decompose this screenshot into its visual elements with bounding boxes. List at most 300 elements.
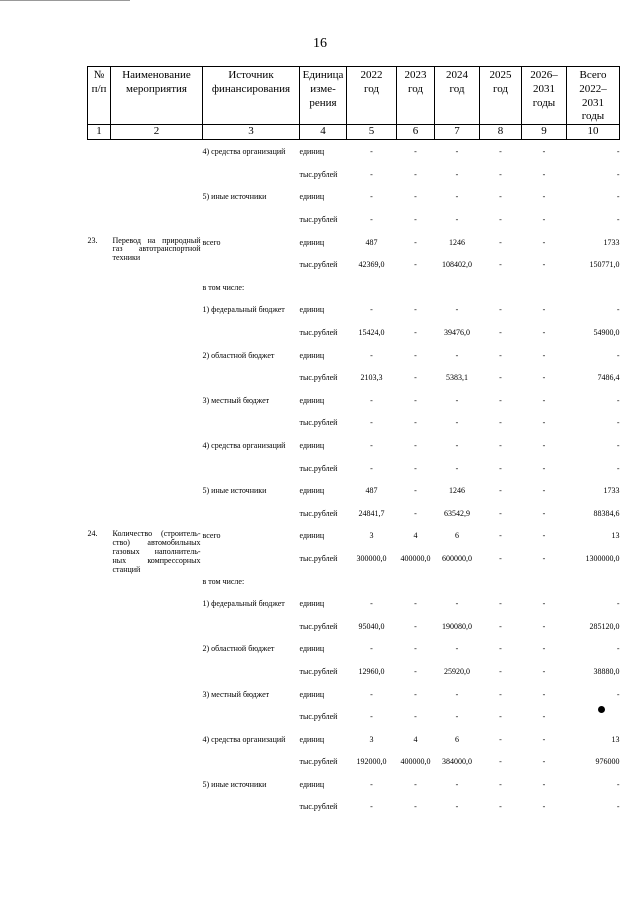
value-2024: - [455,350,459,360]
table-row [88,593,620,616]
table-row [88,706,620,729]
row-number [88,751,111,774]
value-total [567,277,620,300]
row-number [88,277,111,300]
value-2024: - [455,802,459,812]
measure-name [111,683,203,706]
unit-cell: единиц [299,689,325,699]
row-number [88,706,111,729]
table-row [88,186,620,209]
value-total: 1300000,0 [585,553,620,563]
value-2025: - [499,757,502,767]
value-total: - [616,169,620,179]
value-2022: - [370,599,373,609]
value-2022: - [370,779,373,789]
measure-name [111,593,203,616]
value-2025 [480,570,522,593]
funding-source [203,548,300,571]
column-number: 6 [397,125,435,140]
value-2023: - [414,260,417,270]
row-number [88,774,111,797]
funding-source [203,751,300,774]
value-2025: - [499,328,502,337]
value-2026-2031: - [542,260,546,270]
unit-cell: единиц [299,644,325,654]
table-row [88,751,620,774]
row-number [88,525,111,548]
funding-source [203,322,300,345]
value-2024: - [455,463,459,473]
row-number [88,367,111,390]
top-scan-line [0,0,130,1]
value-2024: - [455,599,459,609]
value-2023: - [414,192,417,202]
value-2024: 5383,1 [446,373,468,383]
table-row [88,232,620,255]
measure-name [111,435,203,458]
table-row [88,570,620,593]
value-total: - [616,779,620,789]
value-total: 1733 [603,237,620,247]
unit-cell: единиц [299,599,325,609]
table-row [88,503,620,526]
table-row [88,139,620,164]
value-2026-2031: - [542,531,546,541]
funding-source: 4) средства организаций [202,734,286,744]
value-2024: 190080,0 [442,621,472,631]
value-2022: 15424,0 [358,328,385,337]
unit-cell: тыс.рублей [299,418,338,428]
value-2022: - [370,350,373,360]
value-total: 7486,4 [597,373,620,383]
table-row [88,390,620,413]
value-2023: - [414,305,417,315]
value-2024: 63542,9 [444,508,470,518]
row-number [88,435,111,458]
value-2026-2031: - [542,237,546,247]
row-number [88,638,111,661]
value-2024: - [455,305,459,315]
measure-name-text: Перевод на природный газ автотранспортной техники [112,235,201,263]
value-2025: - [499,169,502,179]
row-number [88,232,111,255]
measure-name [111,164,203,187]
unit-cell: единиц [299,531,325,541]
value-2024: - [455,689,459,699]
value-2026-2031: - [542,757,546,767]
unit-cell: тыс.рублей [299,712,338,722]
value-2025: - [499,644,502,654]
value-total: - [616,215,620,225]
unit-cell: единиц [299,395,325,405]
row-number [88,593,111,616]
unit-cell: тыс.рублей [299,260,338,270]
funding-source [203,209,300,232]
funding-source: в том числе: [202,576,245,586]
row-number [88,139,111,164]
value-2023: - [414,350,417,360]
value-2023: - [414,599,417,609]
value-2025: - [499,305,502,315]
header-source-text: Источник финансирования [211,69,291,95]
value-total: 13 [611,531,620,541]
value-2026-2031: - [542,350,546,360]
value-2022 [347,277,397,300]
row-number-text: 23. [87,235,98,245]
value-2026-2031: - [542,463,546,473]
value-total: - [616,802,620,812]
value-2025: - [499,373,502,383]
funding-source: 5) иные источники [202,779,267,789]
table-header-row [88,67,620,125]
value-2025: - [499,146,502,156]
row-number [88,186,111,209]
header-2026-2031-text: 2026– 2031 годы [530,69,558,109]
value-2022: - [370,644,373,654]
row-number [88,164,111,187]
header-measure [111,67,203,125]
table-row [88,345,620,368]
column-number: 4 [300,125,347,140]
value-2025: - [499,508,502,518]
value-2023: - [414,621,417,631]
funding-source [203,616,300,639]
funding-source [203,254,300,277]
value-2023 [397,570,435,593]
value-2025: - [499,599,502,609]
unit-cell: тыс.рублей [299,215,338,225]
funding-source: 3) местный бюджет [202,395,270,405]
value-total: 150771,0 [589,260,620,270]
unit-cell: тыс.рублей [299,373,338,383]
value-2023: - [414,169,417,179]
unit-cell: тыс.рублей [299,508,338,518]
table-row [88,638,620,661]
unit-cell: тыс.рублей [299,802,338,812]
value-2023: - [414,666,417,676]
unit-cell: единиц [299,440,325,450]
unit-cell: единиц [299,305,325,315]
header-measure-text: Наименование мероприятия [122,69,191,95]
value-2022: - [370,146,373,156]
table-row [88,548,620,571]
value-2025: - [499,192,502,202]
unit-cell: тыс.рублей [299,621,338,631]
value-2023: - [414,486,417,496]
table-row [88,796,620,819]
table-row [88,254,620,277]
measure-name-text: Количество (строитель-ство) автомобильных газовых наполнитель-ных компрессорных станций [112,529,201,575]
value-2026-2031: - [542,689,546,699]
value-2022: - [370,305,373,315]
value-2026-2031: - [542,599,546,609]
row-number [88,209,111,232]
measure-name [111,503,203,526]
value-2022: - [370,395,373,405]
funding-source [203,796,300,819]
measure-name [111,729,203,752]
value-2022 [347,570,397,593]
value-2025: - [499,350,502,360]
funding-source [203,661,300,684]
funding-source: 2) областной бюджет [202,644,275,654]
column-number: 8 [480,125,522,140]
value-2026-2031 [522,570,567,593]
row-number [88,457,111,480]
value-2025: - [499,463,502,473]
funding-source [203,457,300,480]
row-number [88,503,111,526]
value-2022: 3 [369,531,374,541]
value-2026-2031: - [542,644,546,654]
value-2023: - [414,373,417,383]
value-2023 [397,277,435,300]
value-2023: - [414,689,417,699]
table-row [88,616,620,639]
value-2023: - [414,463,417,473]
value-2025: - [499,260,502,270]
measure-name [111,751,203,774]
value-2022: 95040,0 [358,621,385,631]
value-total: - [616,644,620,654]
measure-name [111,638,203,661]
funding-source [203,503,300,526]
value-2022: 42369,0 [358,260,385,270]
table-row [88,457,620,480]
header-source [203,67,300,125]
funding-source: 5) иные источники [202,486,267,496]
value-total: 1733 [603,486,620,496]
value-2026-2031: - [542,305,546,315]
value-2026-2031: - [542,508,546,518]
funding-source [203,706,300,729]
row-number [88,570,111,593]
value-2026-2031: - [542,373,546,383]
measure-name [111,209,203,232]
table-row [88,480,620,503]
value-total [567,570,620,593]
table-row [88,299,620,322]
funding-source: 1) федеральный бюджет [202,305,285,315]
row-number [88,480,111,503]
header-total-text: Всего 2022– 2031 годы [579,69,607,123]
value-2024: - [455,418,459,428]
value-2025: - [499,712,502,722]
value-2026-2031: - [542,666,546,676]
funding-source: всего [202,531,221,541]
measure-name [111,480,203,503]
value-total: 88384,6 [593,508,620,518]
table-body [88,139,620,819]
value-2022: 12960,0 [358,666,385,676]
table-row [88,683,620,706]
value-2025: - [499,689,502,699]
header-unit-text: Единица изме- рения [302,69,344,109]
value-total: - [616,192,620,202]
header-total [567,67,620,125]
value-2026-2031: - [542,712,546,722]
row-number [88,729,111,752]
value-2022: - [370,169,373,179]
value-2026-2031: - [542,146,546,156]
value-2025: - [499,553,502,563]
table-row [88,661,620,684]
value-2026-2031: - [542,779,546,789]
value-2022: 192000,0 [356,757,387,767]
row-number [88,299,111,322]
row-number [88,254,111,277]
value-2022: 487 [365,237,378,247]
funding-source: 4) средства организаций [202,146,286,156]
table-row [88,209,620,232]
value-2022: 487 [365,486,378,496]
value-2024: 384000,0 [442,757,472,767]
value-2023: - [414,779,417,789]
measure-name [111,139,203,164]
program-measures-table [87,66,620,819]
value-2026-2031: - [542,215,546,225]
header-2024 [435,67,480,125]
value-total: 38880,0 [593,666,620,676]
value-2023: - [414,215,417,225]
funding-source: всего [202,237,221,247]
value-2023: - [414,508,417,518]
funding-source [203,412,300,435]
column-number: 3 [203,125,300,140]
value-2024 [435,277,480,300]
value-2026-2031: - [542,395,546,405]
row-number [88,390,111,413]
column-number: 5 [347,125,397,140]
value-2025: - [499,802,502,812]
value-total: - [616,463,620,473]
page-number: 16 [313,36,327,51]
funding-source: 2) областной бюджет [202,350,275,360]
value-total: 285120,0 [589,621,620,631]
value-2026-2031 [522,277,567,300]
value-2025: - [499,621,502,631]
header-unit [300,67,347,125]
unit-cell: тыс.рублей [299,757,338,767]
value-2026-2031: - [542,192,546,202]
value-total: - [616,305,620,315]
funding-source: 1) федеральный бюджет [202,599,285,609]
header-number-text: № п/п [91,69,107,95]
value-total: - [616,146,620,156]
value-2026-2031: - [542,169,546,179]
value-2024: - [455,215,459,225]
value-2023: - [414,395,417,405]
column-number: 7 [435,125,480,140]
table-row [88,412,620,435]
column-number: 9 [522,125,567,140]
value-2024: - [455,169,459,179]
table-row [88,367,620,390]
value-total: 976000 [595,757,620,767]
value-2022: - [370,440,373,450]
unit-cell: тыс.рублей [299,328,338,337]
value-2022: 2103,3 [360,373,383,383]
value-2025: - [499,486,502,496]
value-2024: 1246 [449,486,465,496]
funding-source [203,367,300,390]
value-2023: - [414,146,417,156]
value-2023: - [414,440,417,450]
measure-name [111,367,203,390]
value-2025: - [499,237,502,247]
value-2022: - [370,712,373,722]
table-row [88,774,620,797]
row-number [88,345,111,368]
value-2025: - [499,734,502,744]
value-2026-2031: - [542,621,546,631]
value-2024: - [455,440,459,450]
row-number [88,616,111,639]
value-2024: - [455,644,459,654]
measure-name [111,390,203,413]
row-number [88,683,111,706]
value-2026-2031: - [542,328,546,337]
column-number: 1 [88,125,111,140]
value-2023: - [414,237,417,247]
value-total: 54900,0 [593,328,620,337]
value-2026-2031: - [542,486,546,496]
value-total: - [616,689,620,699]
row-number [88,661,111,684]
unit-cell: единиц [299,237,325,247]
unit-cell: тыс.рублей [299,666,338,676]
funding-source: 5) иные источники [202,192,267,202]
value-total: - [616,599,620,609]
unit-cell: тыс.рублей [299,553,338,563]
value-2023: 4 [413,734,418,744]
value-2024: 1246 [449,237,465,247]
value-2024: 39476,0 [444,328,470,337]
row-number [88,322,111,345]
value-2023: - [414,802,417,812]
value-2026-2031: - [542,734,546,744]
row-number [88,548,111,571]
unit-cell: тыс.рублей [299,463,338,473]
measure-name [111,548,203,571]
measure-name [111,254,203,277]
column-number: 10 [567,125,620,140]
header-2023-text: 2023 год [404,69,427,95]
table-row [88,435,620,458]
value-total: - [616,418,620,428]
value-2024: - [455,192,459,202]
value-2025 [480,277,522,300]
funding-source: 3) местный бюджет [202,689,270,699]
value-2026-2031: - [542,802,546,812]
measure-name [111,796,203,819]
value-2022: - [370,418,373,428]
value-2025: - [499,440,502,450]
header-2025 [480,67,522,125]
measure-name [111,706,203,729]
measure-name [111,774,203,797]
table-row [88,164,620,187]
header-2022-text: 2022 год [360,69,383,95]
row-number-text: 24. [87,529,98,539]
measure-name [111,186,203,209]
row-number [88,412,111,435]
value-2022: 3 [369,734,374,744]
row-number [88,796,111,819]
value-2023: 4 [413,531,418,541]
header-number [88,67,111,125]
value-2022: 300000,0 [356,553,387,563]
